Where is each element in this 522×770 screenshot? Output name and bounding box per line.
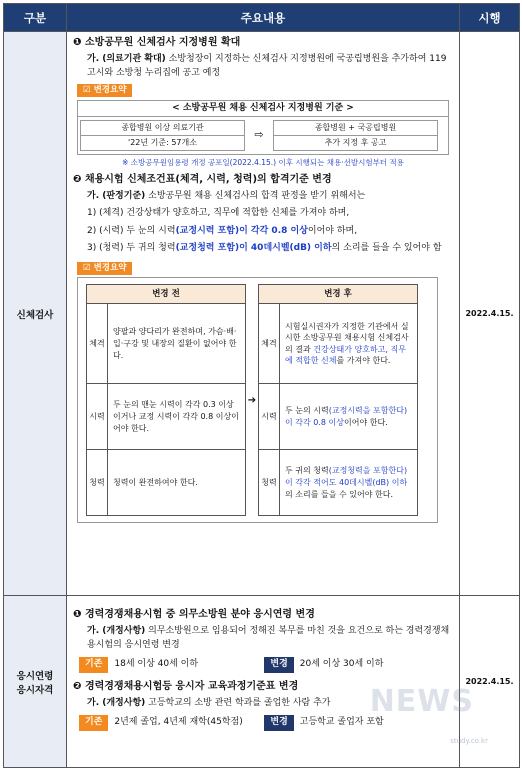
table-row — [4, 596, 520, 768]
section-title: ❶ 소방공무원 신체검사 지정병원 확대 — [73, 37, 241, 48]
row-text-part: 두 눈의 시력 — [285, 406, 329, 416]
summary-label: ☑ 변경요약 — [77, 84, 132, 97]
category-line: 응시자격 — [16, 684, 54, 696]
arrow-right-icon: ➔ — [247, 394, 257, 406]
before-title: 변경 전 — [87, 285, 246, 304]
box-body — [78, 117, 448, 154]
before-value: 2년제 졸업, 4년제 재학(45학점) — [114, 717, 243, 727]
before-tag: 기존 — [79, 715, 108, 731]
item-label: 가. (의료기관 확대) — [87, 54, 166, 64]
section-title: ❷ 채용시험 신체조건표(체격, 시력, 청력)의 합격기준 변경 — [73, 173, 332, 185]
criteria-line: 1) (체격) 건강상태가 양호하고, 직무에 적합한 신체를 가져야 하며, — [87, 208, 350, 219]
row-text-part: 두 귀의 청력 — [285, 466, 329, 476]
after-table — [258, 284, 418, 516]
header-date: 시행 — [460, 4, 520, 32]
criteria-text: 3) (청력) 두 귀의 청력 — [87, 243, 176, 254]
criteria-line — [87, 225, 453, 239]
header-content: 주요내용 — [67, 4, 460, 32]
row-text-part: 의 소리를 들을 수 있어야 한다. — [285, 489, 393, 499]
before-criteria — [80, 120, 245, 151]
table-header — [4, 4, 520, 32]
table-row — [4, 32, 520, 596]
item-text: 의무소방원으로 임용되어 정해진 복무를 마친 것을 요건으로 하는 경력경쟁채용시험의 응시연령 변경 — [87, 626, 450, 650]
row-text-part: 이어야 한다. — [344, 417, 388, 427]
row-text-highlight: (교정시력을 포함한다)이 각각 0.8 이상 — [285, 406, 408, 427]
row-date: 2022.4.15. — [460, 32, 520, 596]
after-tag: 변경 — [264, 715, 293, 731]
row-label: 체격 — [87, 304, 108, 384]
item-text: 소방공무원 채용 신체검사의 합격 판정을 받기 위해서는 — [148, 190, 366, 201]
hospital-criteria-box — [77, 100, 449, 155]
arrow-icon: ⇨ — [254, 127, 264, 141]
item-label: 가. (개정사항) — [87, 626, 146, 636]
before-table — [86, 284, 246, 516]
row-content — [67, 32, 460, 596]
row-content — [67, 596, 460, 768]
item-paragraph — [87, 53, 453, 80]
after-value: 고등학교 졸업자 포함 — [299, 717, 384, 727]
section-title: ❶ 경력경쟁채용시험 중 의무소방원 분야 응시연령 변경 — [73, 609, 315, 620]
after-title: 변경 후 — [259, 285, 418, 304]
criteria-highlight: (교정시력 포함)이 각각 0.8 이상 — [175, 225, 308, 236]
before-value: 18세 이상 40세 이하 — [114, 659, 199, 669]
row-label: 시력 — [259, 384, 280, 450]
row-text — [280, 450, 418, 516]
before-tag: 기존 — [79, 657, 108, 673]
section-title: ❷ 경력경쟁채용시험등 응시자 교육과정기준표 변경 — [73, 680, 299, 692]
criteria-line — [87, 242, 453, 256]
note-text: ※ 소방공무원임용령 개정 공포일(2022.4.15.) 이후 시행되는 채용·선발시험부터 적용 — [122, 157, 404, 167]
row-category — [4, 596, 67, 768]
criteria-text: 이어야 하며, — [307, 225, 358, 236]
row-label: 청력 — [87, 450, 108, 516]
item-text: 소방청장이 지정하는 신체검사 지정병원에 국공립병원을 추가하여 119고시와 소방청 누리집에 공고 예정 — [87, 54, 447, 78]
row-text-highlight: 건강상태가 양호하고, 직무에 적합한 신체 — [285, 344, 406, 366]
comparison-box — [77, 277, 438, 523]
item-label: 가. (판정기준) — [87, 190, 146, 201]
row-category: 신체검사 — [4, 32, 67, 596]
after-line: 종합병원 + 국공립병원 — [273, 120, 438, 136]
item-paragraph — [87, 190, 453, 204]
row-label: 시력 — [87, 384, 108, 450]
row-text-part: 를 가져야 한다. — [336, 356, 391, 366]
row-text: 두 눈의 맨눈 시력이 각각 0.3 이상이거나 교정 시력이 각각 0.8 이상이어야 한다. — [108, 384, 246, 450]
header-category: 구분 — [4, 4, 67, 32]
after-tag: 변경 — [264, 657, 293, 673]
after-value: 20세 이상 30세 이하 — [299, 659, 384, 669]
after-criteria — [273, 120, 438, 151]
category-line: 응시연령 — [16, 670, 54, 682]
item-text: 고등학교의 소방 관련 학과를 졸업한 사람 추가 — [148, 697, 331, 708]
row-text — [280, 304, 418, 384]
row-text-highlight: (교정청력을 포함한다)이 각각 적어도 40데시벨(dB) 이하 — [285, 466, 408, 487]
site-watermark: study.co.kr — [450, 737, 488, 745]
row-label: 체격 — [259, 304, 280, 384]
summary-label: ☑ 변경요약 — [77, 262, 132, 275]
item-paragraph — [87, 625, 453, 652]
before-line: 종합병원 이상 의료기관 — [80, 120, 245, 136]
row-label: 청력 — [259, 450, 280, 516]
news-watermark: NEWS — [369, 684, 474, 719]
box-title: < 소방공무원 채용 신체검사 지정병원 기준 > — [78, 101, 448, 117]
row-text: 청력이 완전하여야 한다. — [108, 450, 246, 516]
row-text-part: 시험실시권자가 지정한 기관에서 실시한 소방공무원 채용시험 신체검사의 결과 — [285, 321, 409, 354]
row-text — [280, 384, 418, 450]
policy-table — [3, 3, 520, 768]
age-change-line — [79, 657, 453, 673]
row-date: 2022.4.15. — [460, 596, 520, 768]
criteria-text: 의 소리를 들을 수 있어야 함 — [331, 243, 442, 254]
criteria-highlight: (교정청력 포함)이 40데시벨(dB) 이하 — [175, 243, 332, 254]
before-line: '22년 기준: 57개소 — [80, 136, 245, 151]
after-line: 추가 지정 후 공고 — [273, 136, 438, 151]
criteria-text: 2) (시력) 두 눈의 시력 — [87, 225, 176, 236]
row-text: 양팔과 양다리가 완전하며, 가슴·배·입·구강 및 내장의 질환이 없어야 한다. — [108, 304, 246, 384]
item-label: 가. (개정사항) — [87, 697, 146, 708]
